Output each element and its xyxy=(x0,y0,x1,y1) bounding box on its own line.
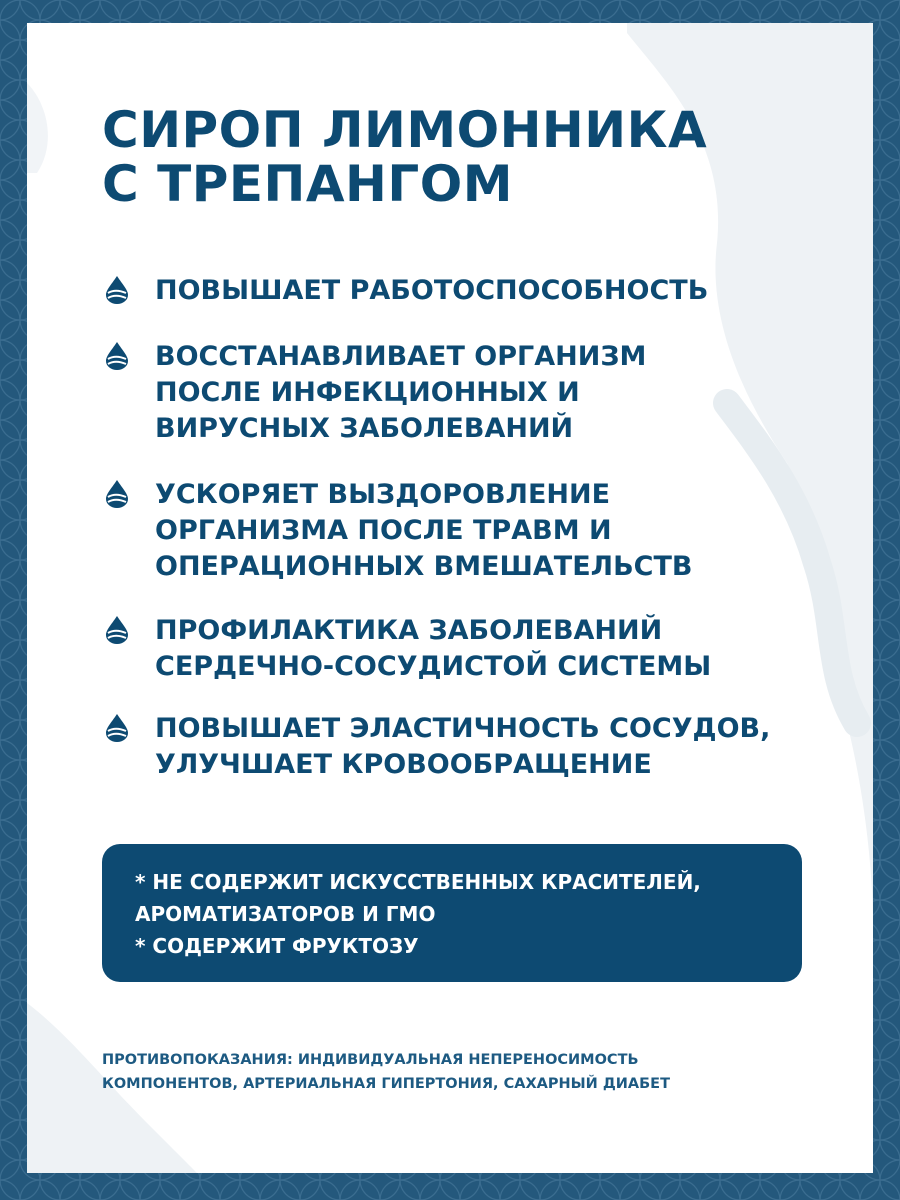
water-drop-icon xyxy=(102,341,132,371)
notice-text xyxy=(135,866,785,962)
title-line-2: С ТРЕПАНГОМ xyxy=(102,155,514,213)
notice-box xyxy=(102,844,802,982)
benefit-text: УСКОРЯЕТ ВЫЗДОРОВЛЕНИЕ ОРГАНИЗМА ПОСЛЕ ТРАВМ И ОПЕРАЦИОННЫХ ВМЕШАТЕЛЬСТВ xyxy=(155,479,693,582)
title-line-1: СИРОП ЛИМОННИКА xyxy=(102,101,708,159)
benefit-text: ПРОФИЛАКТИКА ЗАБОЛЕВАНИЙ СЕРДЕЧНО-СОСУДИСТОЙ СИСТЕМЫ xyxy=(155,615,712,682)
benefit-text: ВОССТАНАВЛИВАЕТ ОРГАНИЗМ ПОСЛЕ ИНФЕКЦИОННЫХ И ВИРУСНЫХ ЗАБОЛЕВАНИЙ xyxy=(155,341,647,444)
notice-line-2: АРОМАТИЗАТОРОВ И ГМО xyxy=(135,902,436,926)
notice-line-1: * НЕ СОДЕРЖИТ ИСКУССТВЕННЫХ КРАСИТЕЛЕЙ, xyxy=(135,870,701,894)
benefit-text: ПОВЫШАЕТ РАБОТОСПОСОБНОСТЬ xyxy=(155,275,709,306)
contraindications-line-2: КОМПОНЕНТОВ, АРТЕРИАЛЬНАЯ ГИПЕРТОНИЯ, САХАРНЫЙ ДИАБЕТ xyxy=(102,1076,670,1092)
page-title xyxy=(102,103,802,211)
content-card xyxy=(27,23,873,1173)
water-drop-icon xyxy=(102,713,132,743)
water-drop-icon xyxy=(102,615,132,645)
water-drop-icon xyxy=(102,275,132,305)
contraindications-line-1: ПРОТИВОПОКАЗАНИЯ: ИНДИВИДУАЛЬНАЯ НЕПЕРЕНОСИМОСТЬ xyxy=(102,1052,639,1068)
notice-line-3: * СОДЕРЖИТ ФРУКТОЗУ xyxy=(135,934,419,958)
water-drop-icon xyxy=(102,479,132,509)
benefit-text: ПОВЫШАЕТ ЭЛАСТИЧНОСТЬ СОСУДОВ, УЛУЧШАЕТ КРОВООБРАЩЕНИЕ xyxy=(155,713,771,780)
contraindications xyxy=(102,1048,802,1096)
